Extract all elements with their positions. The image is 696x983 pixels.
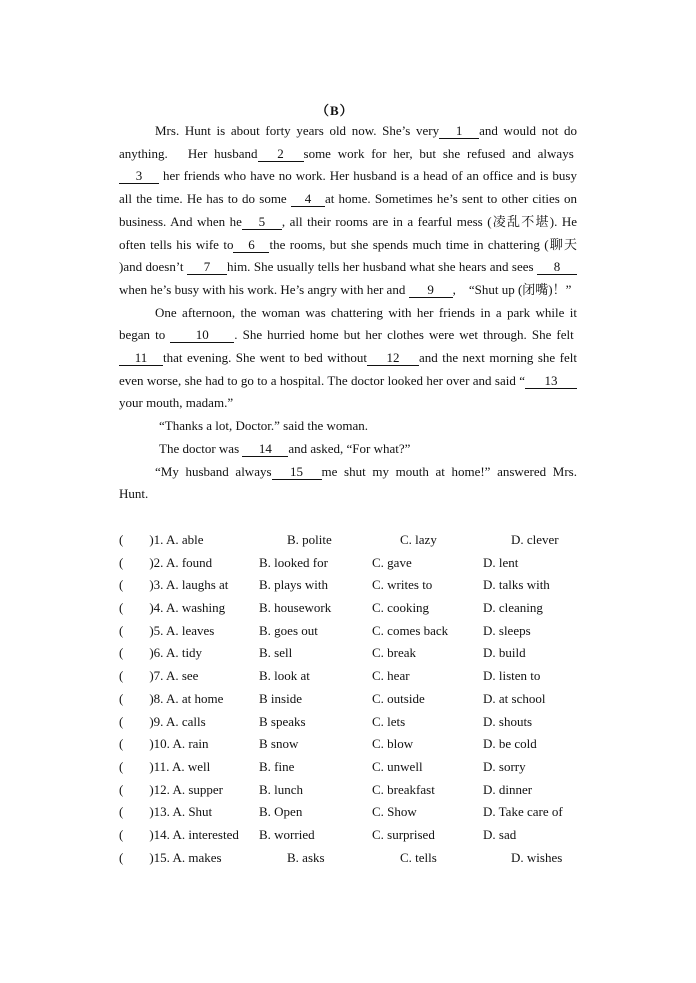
blank-10[interactable]: 10 <box>170 327 234 343</box>
blank-14[interactable]: 14 <box>242 441 288 457</box>
passage-text: at home. Sometimes he’s sent to other cities on business. And when he <box>119 191 578 229</box>
option-d[interactable]: D. at school <box>483 690 546 706</box>
option-b[interactable]: B. Open <box>259 804 303 820</box>
option-d[interactable]: D. build <box>483 645 526 661</box>
option-b[interactable]: B snow <box>259 736 299 752</box>
question-row <box>119 779 579 802</box>
option-c[interactable]: C. cooking <box>372 600 430 616</box>
passage-text: the rooms, but she spends much time in chattering (聊天 )and doesn’t <box>119 236 577 275</box>
blank-5[interactable]: 5 <box>242 214 282 230</box>
passage-text: her friends who have no work. Her husband is a head of an office and is busy all the time. He has to do some <box>119 168 577 207</box>
option-d[interactable]: D. shouts <box>483 713 533 729</box>
option-c[interactable]: C. breakfast <box>372 781 435 797</box>
option-c[interactable]: C. break <box>372 645 417 661</box>
passage-text: some work for her, but she refused and always <box>303 145 574 161</box>
option-c[interactable]: C. outside <box>372 690 425 706</box>
blank-6[interactable]: 6 <box>233 237 269 253</box>
option-b[interactable]: B speaks <box>259 713 306 729</box>
option-b[interactable]: B. lunch <box>259 781 304 797</box>
question-row <box>119 665 579 688</box>
option-c[interactable]: C. lazy <box>400 532 437 547</box>
question-row <box>119 688 579 711</box>
question-row <box>119 620 579 643</box>
option-d[interactable]: D. cleaning <box>483 600 543 616</box>
question-prefix[interactable]: ( )1. A. able <box>119 532 204 547</box>
option-d[interactable]: D. listen to <box>483 668 541 684</box>
option-d[interactable]: D. sorry <box>483 758 526 774</box>
option-c[interactable]: C. writes to <box>372 577 433 593</box>
option-d[interactable]: D. be cold <box>483 736 537 752</box>
passage-text: “My husband always <box>155 463 272 479</box>
question-row <box>119 756 579 779</box>
question-prefix[interactable]: ( )13. A. Shut <box>119 804 213 820</box>
blank-8[interactable]: 8 <box>537 259 577 275</box>
question-prefix[interactable]: ( )8. A. at home <box>119 690 224 706</box>
question-row <box>119 552 579 575</box>
passage-text: and the next morning she felt even worse, she had to go to a hospital. The doctor looked her over and said “ <box>119 350 577 388</box>
passage-text: and asked, “For what?” <box>288 440 411 456</box>
question-prefix[interactable]: ( )3. A. laughs at <box>119 577 229 593</box>
option-d[interactable]: D. lent <box>483 554 519 570</box>
option-b[interactable]: B. looked for <box>259 554 328 570</box>
question-row <box>119 847 579 870</box>
option-c[interactable]: C. unwell <box>372 758 423 774</box>
passage-text: One afternoon, the woman was chattering with her friends in a park while it began to <box>119 304 577 343</box>
passage-text: The doctor was <box>159 440 240 456</box>
passage-text: and would not do anything. Her husband <box>119 123 578 161</box>
question-prefix[interactable]: ( )9. A. calls <box>119 713 206 729</box>
passage-paragraph-4 <box>119 438 577 461</box>
passage-text: Mrs. Hunt is about forty years old now. She’s very <box>155 123 440 138</box>
option-d[interactable]: D. wishes <box>511 849 563 865</box>
passage-text: that evening. She went to bed without <box>163 350 367 366</box>
question-row <box>119 529 579 552</box>
option-b[interactable]: B. asks <box>287 849 325 865</box>
passage-text: , all their rooms are in a fearful mess (凌乱不堪). He often tells his wife to <box>119 213 577 252</box>
question-prefix[interactable]: ( )5. A. leaves <box>119 622 215 638</box>
option-d[interactable]: D. Take care of <box>483 804 563 820</box>
question-prefix[interactable]: ( )12. A. supper <box>119 781 223 797</box>
option-c[interactable]: C. surprised <box>372 826 435 842</box>
blank-4[interactable]: 4 <box>291 191 325 207</box>
option-d[interactable]: D. clever <box>511 532 559 547</box>
question-row <box>119 574 579 597</box>
option-c[interactable]: C. gave <box>372 554 412 570</box>
question-row <box>119 801 579 824</box>
option-c[interactable]: C. lets <box>372 713 406 729</box>
question-prefix[interactable]: ( )2. A. found <box>119 554 213 570</box>
option-b[interactable]: B. housework <box>259 600 332 616</box>
option-b[interactable]: B. sell <box>259 645 293 661</box>
passage-text: . She hurried home but her clothes were wet through. She felt <box>234 327 574 343</box>
option-d[interactable]: D. sad <box>483 826 517 842</box>
question-prefix[interactable]: ( )10. A. rain <box>119 736 209 752</box>
passage-text: when he’s busy with his work. He’s angry with her and <box>119 281 406 297</box>
option-c[interactable]: C. hear <box>372 668 410 684</box>
passage-text: , “Shut up (闭嘴)！” <box>452 281 572 297</box>
question-prefix[interactable]: ( )14. A. interested <box>119 826 239 842</box>
option-c[interactable]: C. comes back <box>372 622 449 638</box>
option-d[interactable]: D. sleeps <box>483 622 531 638</box>
blank-15[interactable]: 15 <box>272 464 322 480</box>
passage-paragraph-3: “Thanks a lot, Doctor.” said the woman. <box>159 418 369 434</box>
question-prefix[interactable]: ( )6. A. tidy <box>119 645 203 661</box>
option-b[interactable]: B. fine <box>259 758 295 774</box>
question-prefix[interactable]: ( )7. A. see <box>119 668 199 684</box>
passage-paragraph-5 <box>119 461 577 506</box>
blank-12[interactable]: 12 <box>367 350 419 366</box>
question-row <box>119 733 579 756</box>
option-b[interactable]: B. polite <box>287 532 332 547</box>
blank-7[interactable]: 7 <box>187 259 227 275</box>
question-row <box>119 824 579 847</box>
option-b[interactable]: B. look at <box>259 668 310 684</box>
passage-text: your mouth, madam.” <box>119 395 234 411</box>
passage-text: him. She usually tells her husband what she hears and sees <box>226 259 534 275</box>
blank-11[interactable]: 11 <box>119 350 163 366</box>
question-prefix[interactable]: ( )11. A. well <box>119 758 211 774</box>
question-prefix[interactable]: ( )15. A. makes <box>119 849 222 865</box>
passage-text: me shut my mouth at home!” answered Mrs. Hunt. <box>119 463 577 502</box>
option-b[interactable]: B. goes out <box>259 622 318 638</box>
blank-3[interactable]: 3 <box>119 168 159 184</box>
option-c[interactable]: C. blow <box>372 736 414 752</box>
question-row <box>119 711 579 734</box>
blank-13[interactable]: 13 <box>525 373 577 389</box>
passage-paragraph-1 <box>119 120 577 302</box>
option-c[interactable]: C. Show <box>372 804 417 820</box>
option-b[interactable]: B. plays with <box>259 577 328 593</box>
option-d[interactable]: D. dinner <box>483 781 533 797</box>
blank-1[interactable]: 1 <box>439 123 479 139</box>
option-b[interactable]: B. worried <box>259 826 315 842</box>
blank-2[interactable]: 2 <box>258 146 304 162</box>
question-row <box>119 597 579 620</box>
question-prefix[interactable]: ( )4. A. washing <box>119 600 226 616</box>
option-d[interactable]: D. talks with <box>483 577 550 593</box>
section-title: （B） <box>316 103 354 118</box>
question-list <box>119 529 579 869</box>
passage-paragraph-2 <box>119 302 577 416</box>
question-row <box>119 642 579 665</box>
blank-9[interactable]: 9 <box>409 282 453 298</box>
option-b[interactable]: B inside <box>259 690 302 706</box>
cloze-passage <box>119 120 577 506</box>
option-c[interactable]: C. tells <box>400 849 437 865</box>
